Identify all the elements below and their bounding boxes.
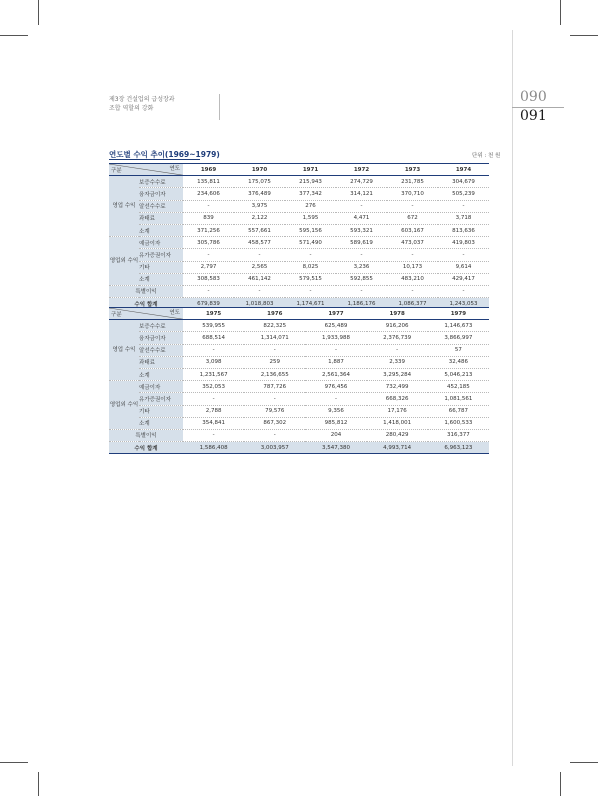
- crop-mark: [0, 762, 28, 763]
- value-cell: -: [367, 344, 428, 356]
- value-cell: -: [244, 393, 305, 405]
- value-cell: -: [336, 285, 387, 297]
- value-cell: 175,075: [234, 176, 285, 188]
- value-cell: 452,185: [428, 381, 489, 393]
- group-business-revenue: 영업 수익: [109, 176, 139, 237]
- header-divider: [219, 94, 220, 120]
- total-cell: 3,547,380: [305, 442, 366, 454]
- year-header: 1972: [336, 164, 387, 176]
- row-label-loan-interest: 융자금이자: [139, 332, 183, 344]
- table-row: [109, 273, 489, 285]
- value-cell: 1,595: [285, 212, 336, 224]
- value-cell: 1,314,071: [244, 332, 305, 344]
- value-cell: -: [387, 249, 438, 261]
- value-cell: 276: [285, 200, 336, 212]
- value-cell: 822,325: [244, 320, 305, 332]
- value-cell: -: [234, 249, 285, 261]
- value-cell: 234,606: [183, 188, 234, 200]
- corner-row-label: 구분: [111, 312, 122, 319]
- value-cell: 429,417: [438, 273, 489, 285]
- value-cell: 215,943: [285, 176, 336, 188]
- value-cell: -: [285, 249, 336, 261]
- value-cell: 4,471: [336, 212, 387, 224]
- value-cell: 259: [244, 356, 305, 368]
- table-row: [109, 212, 489, 224]
- value-cell: 787,726: [244, 381, 305, 393]
- value-cell: -: [305, 393, 366, 405]
- value-cell: 625,489: [305, 320, 366, 332]
- table-row: [109, 224, 489, 236]
- value-cell: 3,975: [234, 200, 285, 212]
- value-cell: 867,302: [244, 417, 305, 429]
- value-cell: 1,231,567: [183, 368, 244, 380]
- value-cell: 66,787: [428, 405, 489, 417]
- year-header: 1975: [183, 308, 244, 320]
- value-cell: 280,429: [367, 429, 428, 441]
- table-row: [109, 200, 489, 212]
- value-cell: 204: [305, 429, 366, 441]
- value-cell: 1,146,673: [428, 320, 489, 332]
- table-row: [109, 368, 489, 380]
- year-header: 1973: [387, 164, 438, 176]
- chapter-line-2: 조합 역할의 강화: [109, 105, 154, 112]
- total-cell: 1,586,408: [183, 442, 244, 454]
- row-label-loan-interest: 융자금이자: [139, 188, 183, 200]
- chapter-heading: [109, 95, 175, 113]
- value-cell: 376,489: [234, 188, 285, 200]
- value-cell: 985,812: [305, 417, 366, 429]
- page-number-left: 090: [520, 89, 547, 105]
- value-cell: 672: [387, 212, 438, 224]
- value-cell: 5,046,213: [428, 368, 489, 380]
- value-cell: -: [183, 200, 234, 212]
- row-label-securities-interest: 유가증권이자: [139, 249, 183, 261]
- value-cell: 2,561,364: [305, 368, 366, 380]
- value-cell: -: [285, 285, 336, 297]
- row-label-other: 기타: [139, 261, 183, 273]
- value-cell: 17,176: [367, 405, 428, 417]
- value-cell: 571,490: [285, 237, 336, 249]
- value-cell: 483,210: [387, 273, 438, 285]
- year-header: 1976: [244, 308, 305, 320]
- year-header: 1979: [428, 308, 489, 320]
- total-cell: 1,018,803: [234, 298, 285, 310]
- value-cell: 3,236: [336, 261, 387, 273]
- value-cell: 231,785: [387, 176, 438, 188]
- value-cell: 3,866,997: [428, 332, 489, 344]
- value-cell: -: [438, 285, 489, 297]
- year-header: 1977: [305, 308, 366, 320]
- value-cell: 308,583: [183, 273, 234, 285]
- group-business-revenue: 영업 수익: [109, 320, 139, 381]
- total-cell: 4,993,714: [367, 442, 428, 454]
- value-cell: -: [244, 429, 305, 441]
- value-cell: 1,418,001: [367, 417, 428, 429]
- row-label-guarantee: 보증수수료: [139, 320, 183, 332]
- table-row: [109, 249, 489, 261]
- corner-col-label: 연도: [169, 310, 180, 316]
- crop-mark: [38, 772, 39, 796]
- row-label-securities-interest: 유가증권이자: [139, 393, 183, 405]
- value-cell: 813,636: [438, 224, 489, 236]
- value-cell: 135,811: [183, 176, 234, 188]
- year-header: 1971: [285, 164, 336, 176]
- value-cell: 458,577: [234, 237, 285, 249]
- value-cell: 57: [428, 344, 489, 356]
- year-header: 1978: [367, 308, 428, 320]
- table-title-underline: [109, 159, 200, 160]
- table-row: [109, 356, 489, 368]
- total-cell: 1,186,176: [336, 298, 387, 310]
- value-cell: 3,718: [438, 212, 489, 224]
- total-cell: 679,839: [183, 298, 234, 310]
- table-row: [109, 344, 489, 356]
- crop-mark: [570, 35, 598, 36]
- value-cell: -: [438, 249, 489, 261]
- value-cell: -: [336, 249, 387, 261]
- row-label-subtotal: 소계: [139, 368, 183, 380]
- table-row: [109, 188, 489, 200]
- unit-label: 단위 : 천 원: [472, 153, 501, 159]
- value-cell: 377,342: [285, 188, 336, 200]
- table-row: [109, 285, 489, 297]
- value-cell: 839: [183, 212, 234, 224]
- value-cell: 603,167: [387, 224, 438, 236]
- table-row: [109, 320, 489, 332]
- value-cell: 589,619: [336, 237, 387, 249]
- value-cell: -: [183, 285, 234, 297]
- value-cell: 2,797: [183, 261, 234, 273]
- table-row: [109, 381, 489, 393]
- row-label-penalty: 과태료: [139, 356, 183, 368]
- row-label-subtotal: 소계: [139, 273, 183, 285]
- value-cell: 274,729: [336, 176, 387, 188]
- total-cell: 1,243,053: [438, 298, 489, 310]
- value-cell: 688,514: [183, 332, 244, 344]
- value-cell: 473,037: [387, 237, 438, 249]
- value-cell: 593,321: [336, 224, 387, 236]
- total-row: [109, 442, 489, 454]
- value-cell: -: [183, 344, 244, 356]
- value-cell: 461,142: [234, 273, 285, 285]
- total-cell: 1,174,671: [285, 298, 336, 310]
- value-cell: 9,614: [438, 261, 489, 273]
- value-cell: 1,887: [305, 356, 366, 368]
- row-label-brokerage: 알선수수료: [139, 200, 183, 212]
- crop-mark: [0, 35, 28, 36]
- row-label-other: 기타: [139, 405, 183, 417]
- value-cell: -: [183, 429, 244, 441]
- value-cell: 505,239: [438, 188, 489, 200]
- year-header: 1974: [438, 164, 489, 176]
- year-header: 1969: [183, 164, 234, 176]
- table-header-row: [109, 308, 489, 320]
- value-cell: 304,679: [438, 176, 489, 188]
- chapter-line-1: 제3장 건설업의 급성장과: [109, 96, 175, 103]
- crop-mark: [560, 0, 561, 25]
- value-cell: 3,098: [183, 356, 244, 368]
- value-cell: 539,955: [183, 320, 244, 332]
- group-non-business-revenue: 영업외 수익: [109, 237, 139, 286]
- page-number-right: 091: [520, 108, 547, 124]
- value-cell: 371,256: [183, 224, 234, 236]
- table-corner-cell: [109, 308, 183, 320]
- value-cell: 2,122: [234, 212, 285, 224]
- value-cell: -: [387, 200, 438, 212]
- value-cell: -: [234, 285, 285, 297]
- table-row: [109, 261, 489, 273]
- value-cell: -: [244, 344, 305, 356]
- value-cell: 3,295,284: [367, 368, 428, 380]
- row-label-total: 수익 합계: [109, 298, 183, 310]
- value-cell: -: [387, 285, 438, 297]
- table-row: [109, 176, 489, 188]
- row-label-subtotal: 소계: [139, 224, 183, 236]
- value-cell: 732,499: [367, 381, 428, 393]
- table-corner-cell: [109, 164, 183, 176]
- table-row: [109, 393, 489, 405]
- row-label-deposit-interest: 예금이자: [139, 237, 183, 249]
- table-row: [109, 332, 489, 344]
- value-cell: 8,025: [285, 261, 336, 273]
- crop-mark: [38, 0, 39, 25]
- crop-mark: [560, 772, 561, 796]
- row-label-guarantee: 보증수수료: [139, 176, 183, 188]
- crop-mark: [570, 762, 598, 763]
- row-label-total: 수익 합계: [109, 442, 183, 454]
- value-cell: 2,565: [234, 261, 285, 273]
- total-cell: 6,963,123: [428, 442, 489, 454]
- group-non-business-revenue: 영업외 수익: [109, 381, 139, 430]
- row-label-extraordinary: 특별이익: [109, 429, 183, 441]
- value-cell: 557,661: [234, 224, 285, 236]
- value-cell: -: [438, 200, 489, 212]
- row-label-subtotal: 소계: [139, 417, 183, 429]
- value-cell: -: [336, 200, 387, 212]
- value-cell: 1,933,988: [305, 332, 366, 344]
- value-cell: 419,803: [438, 237, 489, 249]
- value-cell: 354,841: [183, 417, 244, 429]
- table-row: [109, 429, 489, 441]
- corner-col-label: 연도: [169, 166, 180, 172]
- value-cell: 2,376,739: [367, 332, 428, 344]
- value-cell: 9,356: [305, 405, 366, 417]
- year-header: 1970: [234, 164, 285, 176]
- value-cell: 1,081,561: [428, 393, 489, 405]
- value-cell: -: [183, 393, 244, 405]
- spine-rule: [512, 30, 513, 766]
- table-row: [109, 405, 489, 417]
- revenue-table-1969-1974: [109, 163, 489, 310]
- table-row: [109, 417, 489, 429]
- value-cell: 579,515: [285, 273, 336, 285]
- value-cell: 2,136,655: [244, 368, 305, 380]
- value-cell: 1,600,533: [428, 417, 489, 429]
- value-cell: 976,456: [305, 381, 366, 393]
- value-cell: 32,486: [428, 356, 489, 368]
- value-cell: 2,788: [183, 405, 244, 417]
- row-label-deposit-interest: 예금이자: [139, 381, 183, 393]
- value-cell: 316,377: [428, 429, 489, 441]
- value-cell: 305,786: [183, 237, 234, 249]
- row-label-penalty: 과태료: [139, 212, 183, 224]
- value-cell: -: [305, 344, 366, 356]
- total-cell: 3,003,957: [244, 442, 305, 454]
- revenue-table-1975-1979: [109, 307, 489, 454]
- value-cell: 595,156: [285, 224, 336, 236]
- table-header-row: [109, 164, 489, 176]
- total-cell: 1,086,377: [387, 298, 438, 310]
- table-row: [109, 237, 489, 249]
- value-cell: 314,121: [336, 188, 387, 200]
- row-label-brokerage: 알선수수료: [139, 344, 183, 356]
- value-cell: 592,855: [336, 273, 387, 285]
- table-title: 연도별 수익 추이(1969~1979): [109, 150, 220, 159]
- value-cell: 10,173: [387, 261, 438, 273]
- value-cell: 668,326: [367, 393, 428, 405]
- value-cell: 79,576: [244, 405, 305, 417]
- value-cell: 2,339: [367, 356, 428, 368]
- value-cell: 370,710: [387, 188, 438, 200]
- value-cell: 352,053: [183, 381, 244, 393]
- corner-row-label: 구분: [111, 168, 122, 175]
- row-label-extraordinary: 특별이익: [109, 285, 183, 297]
- value-cell: -: [183, 249, 234, 261]
- value-cell: 916,206: [367, 320, 428, 332]
